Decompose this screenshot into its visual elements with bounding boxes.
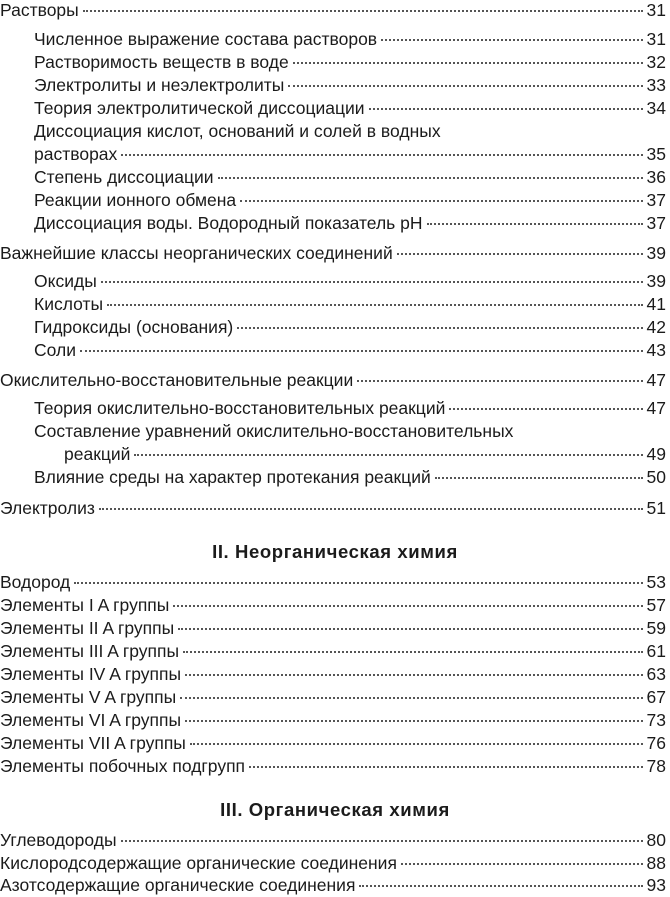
dot-leader [74,582,642,584]
dot-leader [185,674,643,676]
dot-leader [449,408,642,410]
dot-leader [101,281,643,283]
toc-page-number: 43 [646,340,666,360]
toc-page-number: 37 [646,190,666,210]
toc-entry[interactable] [0,873,666,897]
dot-leader [357,380,642,382]
section-heading: II. Неорганическая химия [212,541,458,562]
toc-entry-title: Растворимость веществ в воде [34,52,289,72]
toc-page-number: 31 [646,0,666,20]
dot-leader [293,62,643,64]
dot-leader [237,327,642,329]
toc-entry-title: Окислительно-восстановительные реакции [0,370,354,390]
toc-entry-title: Элементы II A группы [0,618,175,638]
dot-leader [218,177,643,179]
toc-entry[interactable] [0,0,666,22]
toc-entry-title: Элементы V A группы [0,687,177,707]
toc-entry-title: Реакции ионного обмена [34,190,237,210]
toc-page-number: 61 [646,641,666,661]
dot-leader [134,454,642,456]
toc-entry[interactable] [0,570,666,594]
toc-entry-title: Теория электролитической диссоциации [34,98,365,118]
toc-subentry[interactable] [64,442,666,466]
toc-entry-title-line1: Диссоциация кислот, оснований и солей в водных [34,121,441,141]
toc-entry-title: Гидроксиды (основания) [34,317,234,337]
dot-leader [183,651,642,653]
dot-leader [240,200,642,202]
dot-leader [397,253,643,255]
toc-page-number: 34 [646,98,666,118]
toc-page-number: 47 [646,398,666,418]
toc-page-number: 49 [646,444,666,464]
dot-leader [190,743,643,745]
toc-entry-title: Элементы III A группы [0,641,180,661]
toc-entry[interactable] [0,708,666,732]
dot-leader [381,39,642,41]
toc-entry[interactable] [0,662,666,686]
toc-entry-title: Элементы VII A группы [0,733,186,753]
toc-entry[interactable] [0,241,666,265]
toc-page-number: 35 [646,144,666,164]
toc-page-number: 31 [646,29,666,49]
dot-leader [359,885,642,887]
toc-page-number: 37 [646,213,666,233]
toc-page-number: 76 [646,733,666,753]
toc-page-number: 63 [646,664,666,684]
toc-entry-title: Углеводороды [0,830,117,850]
toc-page-number: 39 [646,271,666,291]
toc-page-number: 33 [646,75,666,95]
dot-leader [178,628,642,630]
toc-entry-title: Соли [34,340,76,360]
toc-entry-title: растворах [34,144,118,164]
toc-entry-title: Численное выражение состава растворов [34,29,378,49]
toc-entry-title: реакций [64,444,131,464]
toc-page-number: 39 [646,243,666,263]
toc-entry-title: Степень диссоциации [34,167,214,187]
toc-entry-title: Влияние среды на характер протекания реакций [34,467,431,487]
toc-subentry[interactable] [34,96,666,120]
toc-page-number: 67 [646,687,666,707]
toc-entry-title: Кислородсодержащие органические соединения [0,853,397,873]
toc-page-number: 47 [646,370,666,390]
toc-entry[interactable] [0,593,666,617]
toc-entry[interactable] [0,639,666,663]
toc-entry-title: Растворы [0,0,79,20]
toc-entry[interactable] [0,685,666,709]
toc-entry-title: Теория окислительно-восстановительных реакций [34,398,446,418]
toc-subentry[interactable] [34,50,666,74]
toc-entry-title: Элементы I A группы [0,595,170,615]
dot-leader [121,840,643,842]
toc-entry-title: Элементы побочных подгрупп [0,756,246,776]
dot-leader [180,697,642,699]
dot-leader [435,477,643,479]
dot-leader [249,766,642,768]
toc-entry[interactable] [0,828,666,852]
toc-entry-title: Азотсодержащие органические соединения [0,875,356,895]
dot-leader [83,10,643,12]
toc-entry[interactable] [0,851,666,875]
toc-entry[interactable] [0,368,666,392]
toc-subentry[interactable] [34,188,666,212]
toc-subentry[interactable] [34,396,666,420]
toc-entry-title: Электролиты и неэлектролиты [34,75,285,95]
toc-page-number: 42 [646,317,666,337]
toc-subentry[interactable] [34,315,666,339]
toc-subentry[interactable] [34,211,666,235]
toc-subentry[interactable] [34,27,666,51]
toc-entry-title-line1: Составление уравнений окислительно-восстановительных [34,421,514,441]
toc-entry-title: Диссоциация воды. Водородный показатель pH [34,213,423,233]
toc-subentry[interactable] [34,465,666,489]
dot-leader [427,223,643,225]
toc-subentry[interactable] [34,292,666,316]
dot-leader [80,350,643,352]
toc-subentry[interactable] [34,338,666,362]
toc-page-number: 53 [646,572,666,592]
dot-leader [185,720,643,722]
toc-entry-title: Кислоты [34,294,104,314]
toc-page-number: 80 [646,830,666,850]
dot-leader [401,863,643,865]
toc-page-number: 51 [646,498,666,518]
toc-entry-title: Элементы IV A группы [0,664,182,684]
toc-page-number: 50 [646,467,666,487]
toc-entry[interactable] [0,731,666,755]
toc-entry-title: Электролиз [0,498,95,518]
toc-entry-title: Важнейшие классы неорганических соединений [0,243,393,263]
dot-leader [288,85,642,87]
toc-subentry[interactable] [34,165,666,189]
section-heading: III. Органическая химия [220,799,450,820]
toc-page-number: 88 [646,853,666,873]
dot-leader [369,108,643,110]
toc-entry[interactable] [0,754,666,778]
dot-leader [99,508,643,510]
toc-subentry[interactable] [34,269,666,293]
dot-leader [173,605,642,607]
toc-entry[interactable] [0,616,666,640]
toc-page-number: 32 [646,52,666,72]
toc-entry-title: Элементы VI A группы [0,710,182,730]
toc-page-number: 59 [646,618,666,638]
toc-page-number: 57 [646,595,666,615]
dot-leader [107,304,642,306]
toc-entry-title: Оксиды [34,271,97,291]
toc-page-number: 73 [646,710,666,730]
toc-page-number: 93 [646,875,666,895]
toc-page-number: 78 [646,756,666,776]
toc-page-number: 41 [646,294,666,314]
toc-subentry[interactable] [34,73,666,97]
toc-page-number: 36 [646,167,666,187]
toc-entry-title: Водород [0,572,71,592]
toc-entry[interactable] [0,496,666,520]
dot-leader [121,154,642,156]
toc-subentry[interactable] [34,142,666,166]
